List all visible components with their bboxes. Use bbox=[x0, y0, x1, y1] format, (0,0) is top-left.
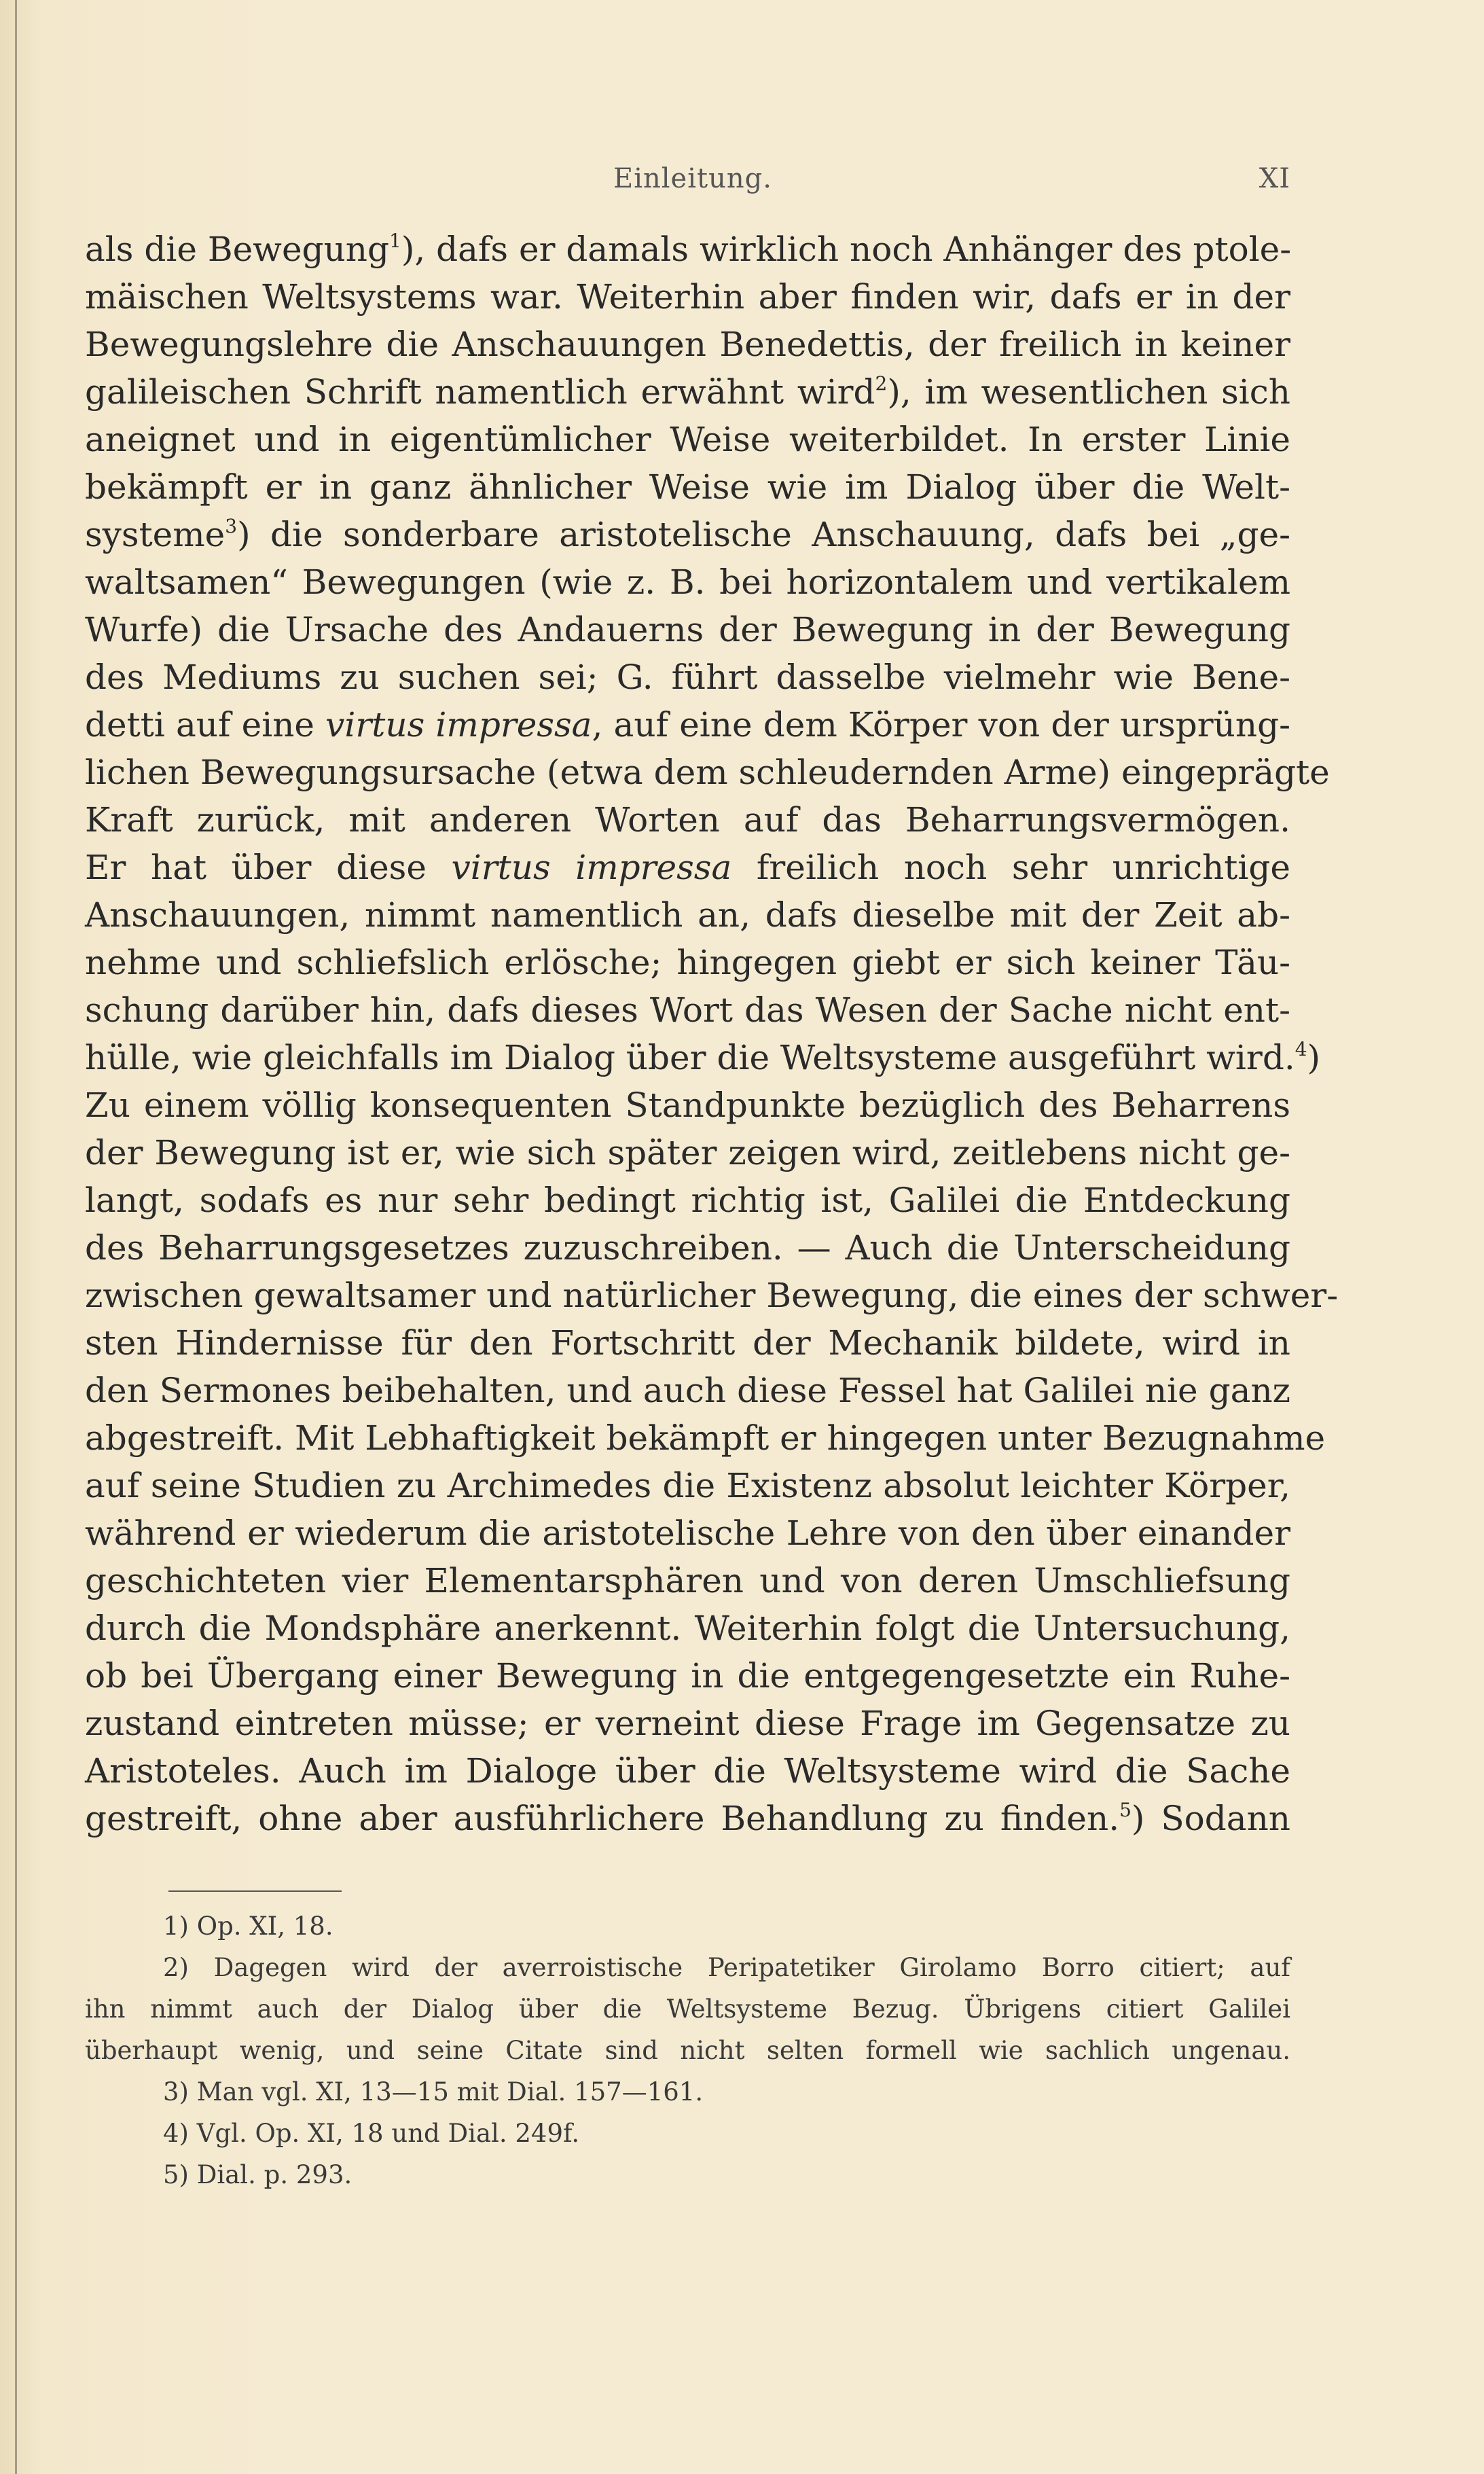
body-text bbox=[85, 226, 1339, 1842]
text-line: geschichteten vier Elementarsphären und von deren Umschliefsung bbox=[85, 1561, 1290, 1600]
running-header bbox=[85, 163, 1290, 197]
text-line: während er wiederum die aristotelische Lehre von den über einander bbox=[85, 1513, 1290, 1553]
footnote-2-continued: ihn nimmt auch der Dialog über die Weltsysteme Bezug. Übrigens citiert Galilei bbox=[85, 1994, 1290, 2024]
text-line: detti auf eine virtus impressa, auf eine dem Körper von der ursprüng- bbox=[85, 705, 1290, 745]
text-line: lichen Bewegungsursache (etwa dem schleudernden Arme) eingeprägte bbox=[85, 753, 1330, 792]
text-line: mäischen Weltsystems war. Weiterhin aber finden wir, dafs er in der bbox=[85, 277, 1290, 317]
text-line: Zu einem völlig konsequenten Standpunkte bezüglich des Beharrens bbox=[85, 1086, 1290, 1125]
text-line: gestreift, ohne aber ausführlichere Behandlung zu finden.$^5$) Sodann bbox=[85, 1799, 1290, 1838]
footnote-2: 2) Dagegen wird der averroistische Peripatetiker Girolamo Borro citiert; auf bbox=[163, 1953, 1290, 1982]
text-line: auf seine Studien zu Archimedes die Existenz absolut leichter Körper, bbox=[85, 1466, 1290, 1505]
text-line: als die Bewegung$^1$), dafs er damals wirklich noch Anhänger des ptole- bbox=[85, 230, 1292, 269]
text-line: waltsamen“ Bewegungen (wie z. B. bei horizontalem und vertikalem bbox=[85, 562, 1290, 602]
text-line: ob bei Übergang einer Bewegung in die entgegengesetzte ein Ruhe- bbox=[85, 1656, 1290, 1696]
text-line: Er hat über diese virtus impressa freilich noch sehr unrichtige bbox=[85, 848, 1290, 887]
text-line: galileischen Schrift namentlich erwähnt wird$^2$), im wesentlichen sich bbox=[85, 372, 1290, 412]
footnote-5: 5) Dial. p. 293. bbox=[163, 2160, 352, 2189]
binding-gutter bbox=[15, 0, 17, 2474]
text-line: langt, sodafs es nur sehr bedingt richtig ist, Galilei die Entdeckung bbox=[85, 1181, 1290, 1220]
footnote-1: 1) Op. XI, 18. bbox=[163, 1912, 333, 1941]
text-line: schung darüber hin, dafs dieses Wort das Wesen der Sache nicht ent- bbox=[85, 990, 1290, 1030]
text-line: bekämpft er in ganz ähnlicher Weise wie im Dialog über die Welt- bbox=[85, 467, 1290, 507]
text-line: Anschauungen, nimmt namentlich an, dafs dieselbe mit der Zeit ab- bbox=[85, 895, 1290, 935]
text-line: durch die Mondsphäre anerkennt. Weiterhin folgt die Untersuchung, bbox=[85, 1609, 1290, 1648]
text-line: Bewegungslehre die Anschauungen Benedettis, der freilich in keiner bbox=[85, 325, 1290, 364]
text-line: hülle, wie gleichfalls im Dialog über die Weltsysteme ausgeführt wird.$^4$) bbox=[85, 1038, 1321, 1077]
footnote-3: 3) Man vgl. XI, 13—15 mit Dial. 157—161. bbox=[163, 2077, 704, 2107]
page-number: XI bbox=[1259, 163, 1290, 194]
footnote-separator bbox=[168, 1890, 342, 1892]
text-line: der Bewegung ist er, wie sich später zeigen wird, zeitlebens nicht ge- bbox=[85, 1133, 1290, 1172]
text-line: abgestreift. Mit Lebhaftigkeit bekämpft er hingegen unter Bezugnahme bbox=[85, 1418, 1326, 1458]
footnote-4: 4) Vgl. Op. XI, 18 und Dial. 249f. bbox=[163, 2119, 580, 2148]
text-line: den Sermones beibehalten, und auch diese Fessel hat Galilei nie ganz bbox=[85, 1371, 1290, 1410]
text-line: sten Hindernisse für den Fortschritt der Mechanik bildete, wird in bbox=[85, 1323, 1290, 1363]
text-line: Kraft zurück, mit anderen Worten auf das Beharrungsvermögen. bbox=[85, 800, 1290, 840]
text-line: des Mediums zu suchen sei; G. führt dasselbe vielmehr wie Bene- bbox=[85, 658, 1290, 697]
text-line: Wurfe) die Ursache des Andauerns der Bewegung in der Bewegung bbox=[85, 610, 1290, 649]
text-line: zwischen gewaltsamer und natürlicher Bewegung, die eines der schwer- bbox=[85, 1276, 1339, 1315]
text-line: des Beharrungsgesetzes zuzuschreiben. — Auch die Unterscheidung bbox=[85, 1228, 1290, 1268]
text-line: aneignet und in eigentümlicher Weise weiterbildet. In erster Linie bbox=[85, 420, 1290, 459]
header-title: Einleitung. bbox=[613, 163, 772, 194]
text-line: systeme$^3$) die sonderbare aristotelische Anschauung, dafs bei „ge- bbox=[85, 515, 1290, 554]
footnote-2-continued: überhaupt wenig, und seine Citate sind nicht selten formell wie sachlich ungenau. bbox=[85, 2036, 1290, 2065]
text-line: Aristoteles. Auch im Dialoge über die Weltsysteme wird die Sache bbox=[85, 1751, 1290, 1791]
text-line: nehme und schliefslich erlösche; hingegen giebt er sich keiner Täu- bbox=[85, 943, 1290, 982]
text-line: zustand eintreten müsse; er verneint diese Frage im Gegensatze zu bbox=[85, 1704, 1290, 1743]
footnotes bbox=[85, 1905, 1290, 2195]
